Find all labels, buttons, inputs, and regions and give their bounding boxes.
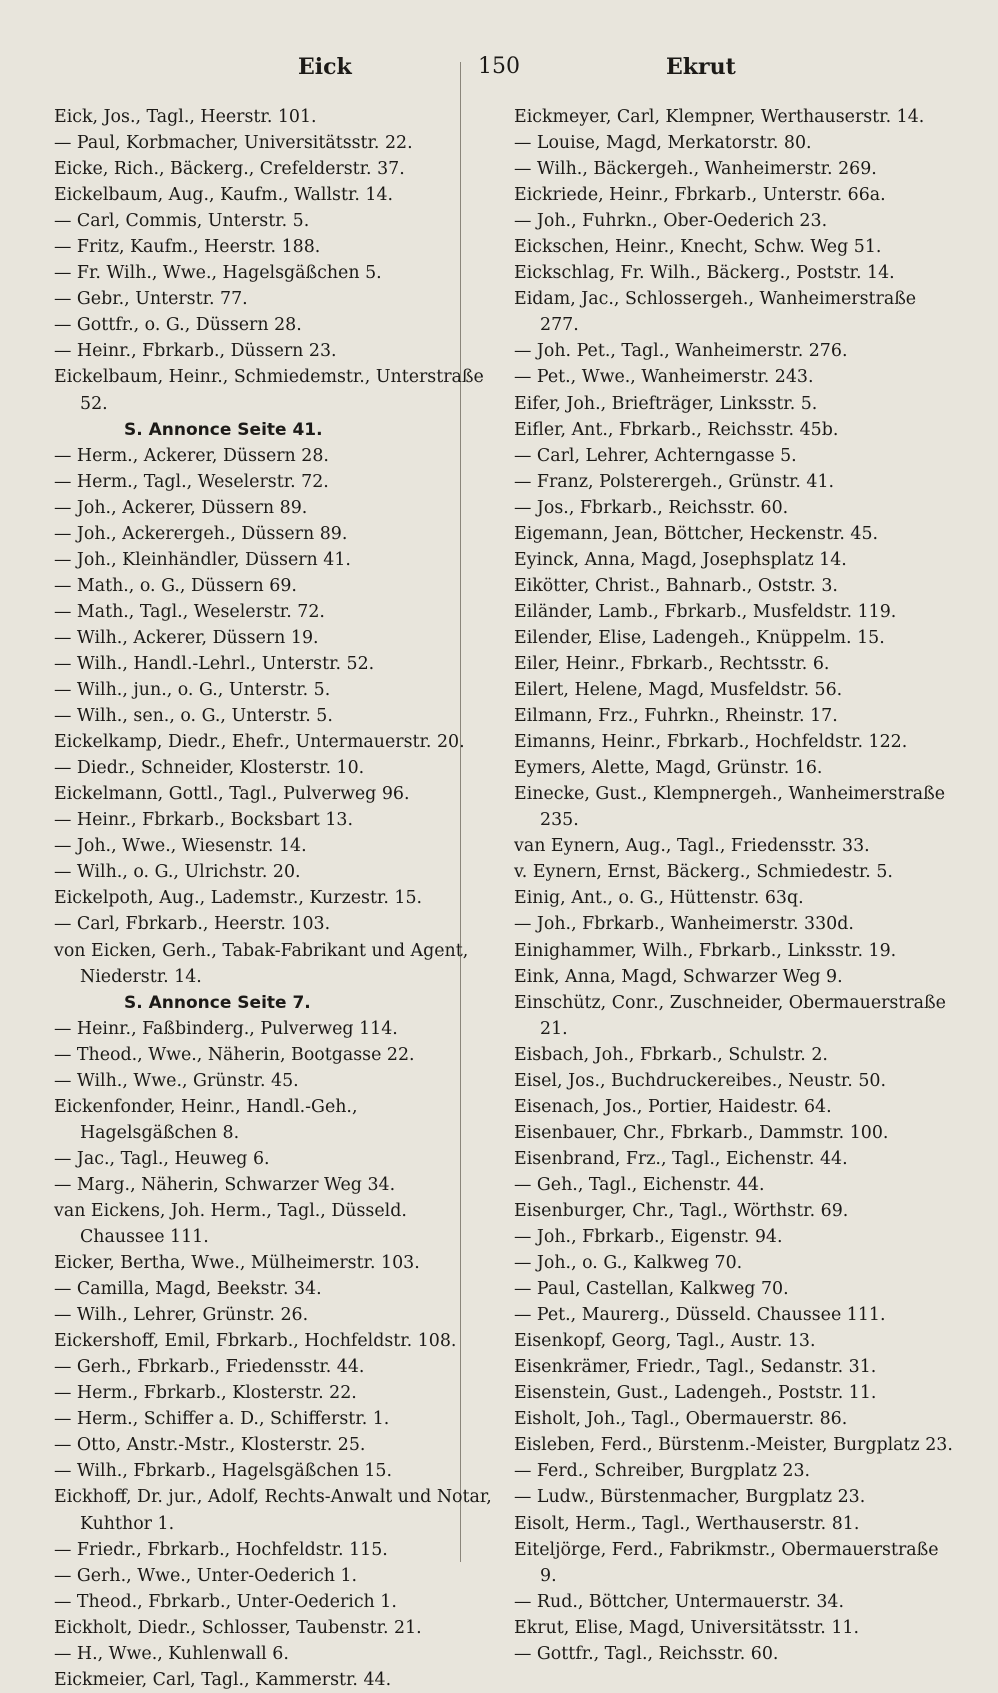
directory-entry: Eickelbaum, Heinr., Schmiedemstr., Unterstraße 52. [54,367,484,414]
directory-entry: — Joh., o. G., Kalkweg 70. [514,1253,743,1274]
directory-entry: — Fr. Wilh., Wwe., Hagelsgäßchen 5. [54,263,382,284]
directory-entry: Eifler, Ant., Fbrkarb., Reichsstr. 45b. [514,419,839,440]
directory-entry: — Gerh., Wwe., Unter-Oederich 1. [54,1565,358,1586]
directory-entry: Eickschen, Heinr., Knecht, Schw. Weg 51. [514,237,882,258]
directory-entry: — Wilh., Fbrkarb., Hagelsgäßchen 15. [54,1461,393,1482]
directory-entry: Eisbach, Joh., Fbrkarb., Schulstr. 2. [514,1044,828,1065]
directory-entry: v. Eynern, Ernst, Bäckerg., Schmiedestr. 5. [514,862,893,883]
directory-entry: — Joh., Ackerergeh., Düssern 89. [54,523,348,544]
directory-entry: — Gottfr., o. G., Düssern 28. [54,315,302,336]
directory-entry: — Joh. Pet., Tagl., Wanheimerstr. 276. [514,341,848,362]
directory-entry: Einighammer, Wilh., Fbrkarb., Linksstr. 19. [514,940,897,961]
directory-entry: — Math., o. G., Düssern 69. [54,575,297,596]
directory-entry: Ekrut, Elise, Magd, Universitätsstr. 11. [514,1617,860,1638]
directory-entry: Eisenkopf, Georg, Tagl., Austr. 13. [514,1331,816,1352]
directory-entry: — Heinr., Faßbinderg., Pulverweg 114. [54,1018,398,1039]
directory-entry: Eickhoff, Dr. jur., Adolf, Rechts-Anwalt und Notar, Kuhthor 1. [54,1487,492,1534]
directory-entry: — Herm., Schiffer a. D., Schifferstr. 1. [54,1409,390,1430]
directory-entry: Eickholt, Diedr., Schlosser, Taubenstr. 21. [54,1617,422,1638]
directory-entry: — Paul, Korbmacher, Universitätsstr. 22. [54,133,413,154]
directory-entry: — Gerh., Fbrkarb., Friedensstr. 44. [54,1357,365,1378]
directory-entry: Eisholt, Joh., Tagl., Obermauerstr. 86. [514,1409,848,1430]
directory-entry: Eickmeyer, Carl, Klempner, Werthauserstr. 14. [514,107,925,127]
directory-entry: — Diedr., Schneider, Klosterstr. 10. [54,758,365,779]
directory-entry: Einschütz, Conr., Zuschneider, Obermauerstraße 21. [514,992,946,1039]
directory-entry: — Gottfr., Tagl., Reichsstr. 60. [514,1643,779,1664]
directory-entry: — Heinr., Fbrkarb., Bocksbart 13. [54,810,354,831]
directory-entry: Eisleben, Ferd., Bürstenm.-Meister, Burgplatz 23. [514,1435,953,1456]
directory-entry: Eilender, Elise, Ladengeh., Knüppelm. 15. [514,627,885,648]
page-number: 150 [478,54,520,79]
directory-entry: — Jos., Fbrkarb., Reichsstr. 60. [514,497,789,518]
directory-entry: — Otto, Anstr.-Mstr., Klosterstr. 25. [54,1435,366,1456]
directory-entry: Eifer, Joh., Briefträger, Linksstr. 5. [514,393,818,414]
directory-entry: — Joh., Fbrkarb., Eigenstr. 94. [514,1227,783,1248]
directory-entry: — Joh., Fuhrkn., Ober-Oederich 23. [514,211,828,232]
directory-entry: Eisenburger, Chr., Tagl., Wörthstr. 69. [514,1200,849,1221]
directory-entry: van Eickens, Joh. Herm., Tagl., Düsseld. Chaussee 111. [54,1200,407,1248]
directory-entry: — Wilh., Lehrer, Grünstr. 26. [54,1305,309,1326]
directory-entry: — Math., Tagl., Weselerstr. 72. [54,601,325,622]
directory-entry: — Wilh., Bäckergeh., Wanheimerstr. 269. [514,159,877,180]
directory-entry: Eickershoff, Emil, Fbrkarb., Hochfeldstr. 108. [54,1331,457,1352]
directory-entry: — Herm., Fbrkarb., Klosterstr. 22. [54,1383,357,1404]
directory-entry: Eymers, Alette, Magd, Grünstr. 16. [514,758,823,779]
directory-entry: Eickschlag, Fr. Wilh., Bäckerg., Poststr. 14. [514,263,895,284]
directory-entry: — Jac., Tagl., Heuweg 6. [54,1148,270,1169]
directory-entry: Eigemann, Jean, Böttcher, Heckenstr. 45. [514,523,879,544]
directory-entry: — Ludw., Bürstenmacher, Burgplatz 23. [514,1487,866,1508]
directory-entry: — Wilh., o. G., Ulrichstr. 20. [54,862,301,883]
directory-entry: Eilert, Helene, Magd, Musfeldstr. 56. [514,680,843,701]
directory-entry: — Joh., Fbrkarb., Wanheimerstr. 330d. [514,914,854,935]
header-right-keyword: Ekrut [666,54,736,80]
directory-entry: Eisenbrand, Frz., Tagl., Eichenstr. 44. [514,1148,848,1169]
directory-entry: — Herm., Tagl., Weselerstr. 72. [54,471,329,492]
annonce-reference: S. Annonce Seite 41. [124,419,323,440]
directory-entry: von Eicken, Gerh., Tabak-Fabrikant und Agent, Niederstr. 14. [54,940,469,987]
directory-entry: Eisenach, Jos., Portier, Haidestr. 64. [514,1096,832,1117]
directory-entry: — Carl, Commis, Unterstr. 5. [54,211,310,232]
header-left-keyword: Eick [298,54,352,80]
left-column [54,104,494,1693]
directory-entry: Eick, Jos., Tagl., Heerstr. 101. [54,107,317,127]
directory-entry: — Wilh., Handl.-Lehrl., Unterstr. 52. [54,653,375,674]
directory-entry: Eickenfonder, Heinr., Handl.-Geh., Hagelsgäßchen 8. [54,1096,358,1143]
directory-entry: Eidam, Jac., Schlossergeh., Wanheimerstraße 277. [514,289,917,336]
directory-entry: — Pet., Wwe., Wanheimerstr. 243. [514,367,814,388]
directory-entry: Eilmann, Frz., Fuhrkn., Rheinstr. 17. [514,706,838,727]
directory-entry: Eickmeier, Carl, Tagl., Kammerstr. 44. [54,1669,392,1690]
directory-entry: Eisenbauer, Chr., Fbrkarb., Dammstr. 100. [514,1122,889,1143]
annonce-reference: S. Annonce Seite 7. [124,992,311,1013]
columns [54,104,956,1693]
directory-entry: — Wilh., sen., o. G., Unterstr. 5. [54,706,333,727]
directory-entry: Eickelpoth, Aug., Lademstr., Kurzestr. 15. [54,888,423,909]
directory-entry: — Theod., Fbrkarb., Unter-Oederich 1. [54,1591,397,1612]
directory-entry: — Paul, Castellan, Kalkweg 70. [514,1279,789,1300]
directory-entry: — Herm., Ackerer, Düssern 28. [54,445,329,466]
directory-entry: — Geh., Tagl., Eichenstr. 44. [514,1174,765,1195]
directory-entry: van Eynern, Aug., Tagl., Friedensstr. 33. [514,836,870,857]
directory-entry: Eickriede, Heinr., Fbrkarb., Unterstr. 66a. [514,185,886,206]
directory-entry: — Joh., Kleinhändler, Düssern 41. [54,549,351,570]
directory-entry: — Wilh., jun., o. G., Unterstr. 5. [54,680,331,701]
directory-entry: Eyinck, Anna, Magd, Josephsplatz 14. [514,549,847,570]
directory-entry: Eicker, Bertha, Wwe., Mülheimerstr. 103. [54,1253,420,1274]
directory-entry: — Joh., Wwe., Wiesenstr. 14. [54,836,307,857]
directory-entry: Eisel, Jos., Buchdruckereibes., Neustr. 50. [514,1070,887,1091]
directory-entry: Eickelmann, Gottl., Tagl., Pulverweg 96. [54,784,410,805]
directory-entry: — H., Wwe., Kuhlenwall 6. [54,1643,289,1664]
directory-entry: Eisenstein, Gust., Ladengeh., Poststr. 11. [514,1383,877,1404]
directory-entry: — Fritz, Kaufm., Heerstr. 188. [54,237,321,258]
directory-entry: Eickelbaum, Aug., Kaufm., Wallstr. 14. [54,185,394,206]
directory-entry: — Carl, Lehrer, Achterngasse 5. [514,445,797,466]
directory-entry: — Marg., Näherin, Schwarzer Weg 34. [54,1174,396,1195]
directory-entry: — Gebr., Unterstr. 77. [54,289,248,310]
directory-entry: — Carl, Fbrkarb., Heerstr. 103. [54,914,331,935]
directory-entry: Einecke, Gust., Klempnergeh., Wanheimerstraße 235. [514,784,946,831]
directory-entry: Eisenkrämer, Friedr., Tagl., Sedanstr. 31. [514,1357,877,1378]
directory-entry: — Wilh., Ackerer, Düssern 19. [54,627,319,648]
directory-entry: — Pet., Maurerg., Düsseld. Chaussee 111. [514,1305,886,1326]
directory-entry: Eicke, Rich., Bäckerg., Crefelderstr. 37. [54,159,405,180]
directory-entry: Eisolt, Herm., Tagl., Werthauserstr. 81. [514,1513,860,1534]
directory-entry: Eimanns, Heinr., Fbrkarb., Hochfeldstr. 122. [514,732,908,753]
directory-entry: — Camilla, Magd, Beekstr. 34. [54,1279,322,1300]
directory-entry: Einig, Ant., o. G., Hüttenstr. 63q. [514,888,804,909]
directory-entry: — Louise, Magd, Merkatorstr. 80. [514,133,812,154]
directory-entry: Eiteljörge, Ferd., Fabrikmstr., Obermauerstraße 9. [514,1539,939,1586]
directory-entry: — Heinr., Fbrkarb., Düssern 23. [54,341,337,362]
directory-entry: Eickelkamp, Diedr., Ehefr., Untermauerstr. 20. [54,732,465,753]
directory-entry: — Franz, Polsterergeh., Grünstr. 41. [514,471,835,492]
directory-entry: — Wilh., Wwe., Grünstr. 45. [54,1070,299,1091]
right-column [514,104,954,1693]
directory-entry: — Ferd., Schreiber, Burgplatz 23. [514,1461,811,1482]
directory-entry: — Friedr., Fbrkarb., Hochfeldstr. 115. [54,1539,388,1560]
directory-entry: — Joh., Ackerer, Düssern 89. [54,497,308,518]
directory-entry: Eink, Anna, Magd, Schwarzer Weg 9. [514,966,843,987]
directory-entry: — Rud., Böttcher, Untermauerstr. 34. [514,1591,844,1612]
page-header [54,48,956,104]
directory-entry: Eiländer, Lamb., Fbrkarb., Musfeldstr. 119. [514,601,897,622]
directory-entry: Eiler, Heinr., Fbrkarb., Rechtsstr. 6. [514,653,830,674]
directory-entry: Eikötter, Christ., Bahnarb., Oststr. 3. [514,575,838,596]
directory-entry: — Theod., Wwe., Näherin, Bootgasse 22. [54,1044,415,1065]
